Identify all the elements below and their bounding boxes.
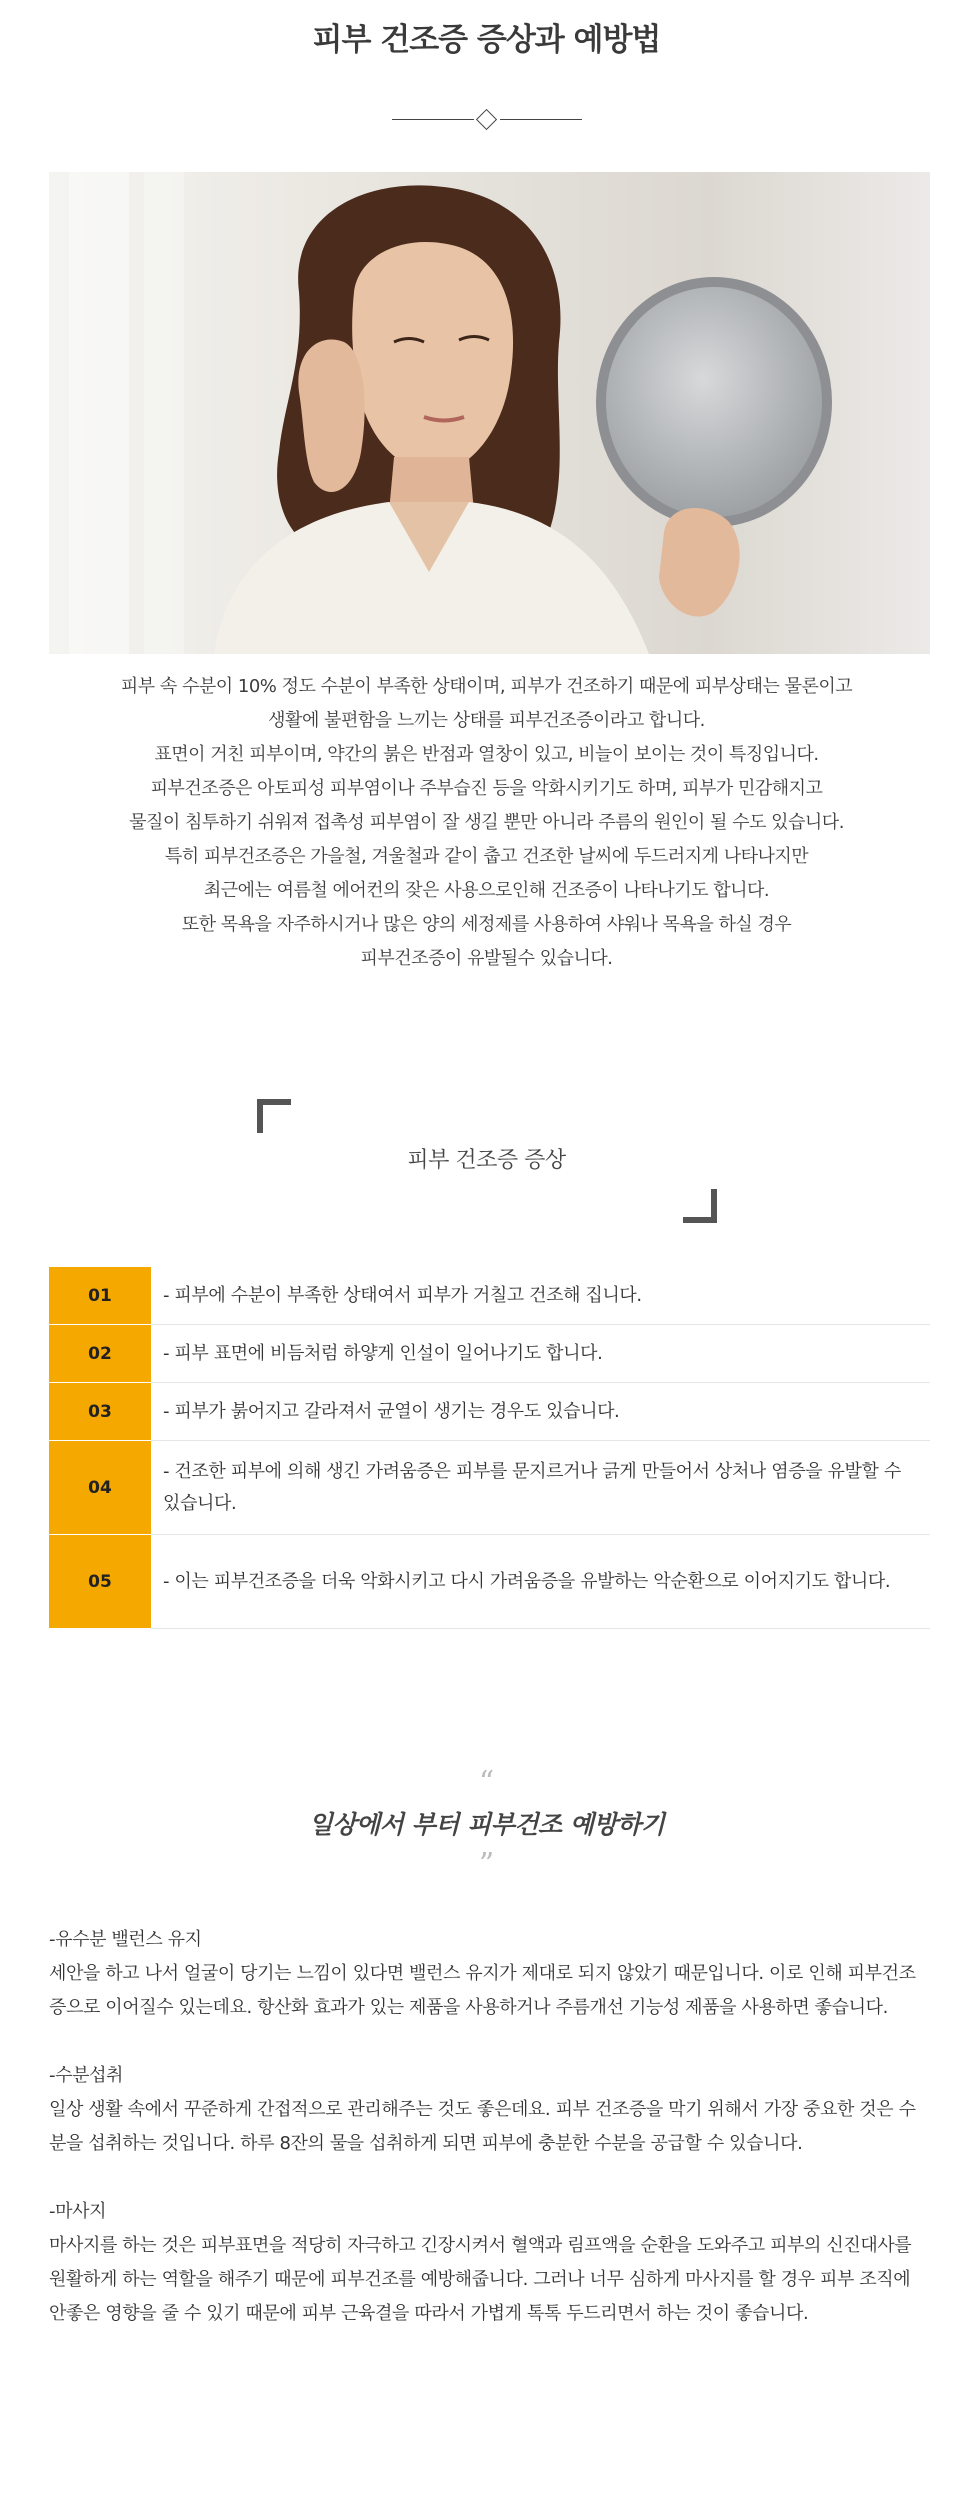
close-quote-icon: ”: [478, 1847, 495, 1882]
table-row: [49, 1441, 930, 1535]
hero-image: [49, 172, 930, 654]
corner-bracket-bottom-right: [683, 1189, 717, 1223]
table-row: [49, 1267, 930, 1325]
intro-line: 특히 피부건조증은 가을철, 겨울철과 같이 춥고 건조한 날씨에 두드러지게 나타나지만: [164, 846, 809, 867]
diamond-icon: [475, 109, 496, 130]
tip-heading: -유수분 밸런스 유지: [49, 1929, 202, 1950]
symptom-text: - 피부에 수분이 부족한 상태여서 피부가 거칠고 건조해 집니다.: [151, 1267, 930, 1325]
table-row: [49, 1535, 930, 1629]
symptoms-heading: 피부 건조증 증상: [407, 1148, 566, 1173]
symptoms-heading-box: [257, 1099, 717, 1223]
intro-line: 물질이 침투하기 쉬워져 접촉성 피부염이 잘 생길 뿐만 아니라 주름의 원인이 될 수도 있습니다.: [129, 812, 844, 833]
intro-line: 최근에는 여름철 에어컨의 잦은 사용으로인해 건조증이 나타나기도 합니다.: [203, 880, 770, 901]
symptoms-table: [49, 1267, 930, 1629]
symptom-text: - 건조한 피부에 의해 생긴 가려움증은 피부를 문지르거나 긁게 만들어서 상처나 염증을 유발할 수 있습니다.: [151, 1441, 930, 1535]
divider-line-left: [392, 119, 474, 120]
intro-line: 표면이 거친 피부이며, 약간의 붉은 반점과 열창이 있고, 비늘이 보이는 것이 특징입니다.: [154, 744, 819, 765]
table-row: [49, 1383, 930, 1441]
intro-line: 생활에 불편함을 느끼는 상태를 피부건조증이라고 합니다.: [268, 710, 705, 731]
tip-item: [49, 2195, 924, 2331]
prevention-heading-block: [0, 1765, 973, 1882]
table-row: [49, 1325, 930, 1383]
prevention-heading: 일상에서 부터 피부건조 예방하기: [308, 1810, 665, 1839]
tip-body: 세안을 하고 나서 얼굴이 당기는 느낌이 있다면 밸런스 유지가 제대로 되지 않았기 때문입니다. 이로 인해 피부건조증으로 이어질수 있는데요. 항산화 효과가 있는 제품을 사용하거나 주름개선 기능성 제품을 사용하면 좋습니다.: [49, 1963, 916, 2018]
symptom-number: 05: [49, 1535, 151, 1629]
tip-heading: -수분섭취: [49, 2065, 124, 2086]
intro-line: 또한 목욕을 자주하시거나 많은 양의 세정제를 사용하여 샤워나 목욕을 하실 경우: [181, 914, 792, 935]
intro-line: 피부 속 수분이 10% 정도 수분이 부족한 상태이며, 피부가 건조하기 때문에 피부상태는 물론이고: [120, 676, 853, 697]
symptom-text: - 이는 피부건조증을 더욱 악화시키고 다시 가려움증을 유발하는 악순환으로 이어지기도 합니다.: [151, 1535, 930, 1629]
symptom-number: 03: [49, 1383, 151, 1441]
open-quote-icon: “: [478, 1765, 495, 1800]
intro-line: 피부건조증은 아토피성 피부염이나 주부습진 등을 악화시키기도 하며, 피부가 민감해지고: [150, 778, 823, 799]
intro-text: [60, 670, 913, 976]
tip-body: 마사지를 하는 것은 피부표면을 적당히 자극하고 긴장시켜서 혈액과 림프액을 순환을 도와주고 피부의 신진대사를 원활하게 하는 역할을 해주기 때문에 피부건조를 예방해줍니다. 그러나 너무 심하게 마사지를 할 경우 피부 조직에 안좋은 영향을 줄 수 있기 때문에 피부 근육결을 따라서 가볍게 톡톡 두드리면서 하는 것이 좋습니다.: [49, 2235, 912, 2324]
woman-with-mirror-illustration: [49, 172, 930, 654]
tip-item: [49, 1923, 924, 2025]
symptom-text: - 피부가 붉어지고 갈라져서 균열이 생기는 경우도 있습니다.: [151, 1383, 930, 1441]
symptom-number: 04: [49, 1441, 151, 1535]
tip-item: [49, 2059, 924, 2161]
symptom-number: 02: [49, 1325, 151, 1383]
page-title: 피부 건조증 증상과 예방법: [312, 22, 661, 58]
symptom-number: 01: [49, 1267, 151, 1325]
title-divider: [392, 110, 582, 130]
prevention-tips: [49, 1923, 924, 2331]
corner-bracket-top-left: [257, 1099, 291, 1133]
divider-line-right: [500, 119, 582, 120]
tip-body: 일상 생활 속에서 꾸준하게 간접적으로 관리해주는 것도 좋은데요. 피부 건조증을 막기 위해서 가장 중요한 것은 수분을 섭취하는 것입니다. 하루 8잔의 물을 섭취하게 되면 피부에 충분한 수분을 공급할 수 있습니다.: [49, 2099, 916, 2154]
tip-heading: -마사지: [49, 2201, 107, 2222]
symptom-text: - 피부 표면에 비듬처럼 하얗게 인설이 일어나기도 합니다.: [151, 1325, 930, 1383]
intro-line: 피부건조증이 유발될수 있습니다.: [360, 948, 613, 969]
